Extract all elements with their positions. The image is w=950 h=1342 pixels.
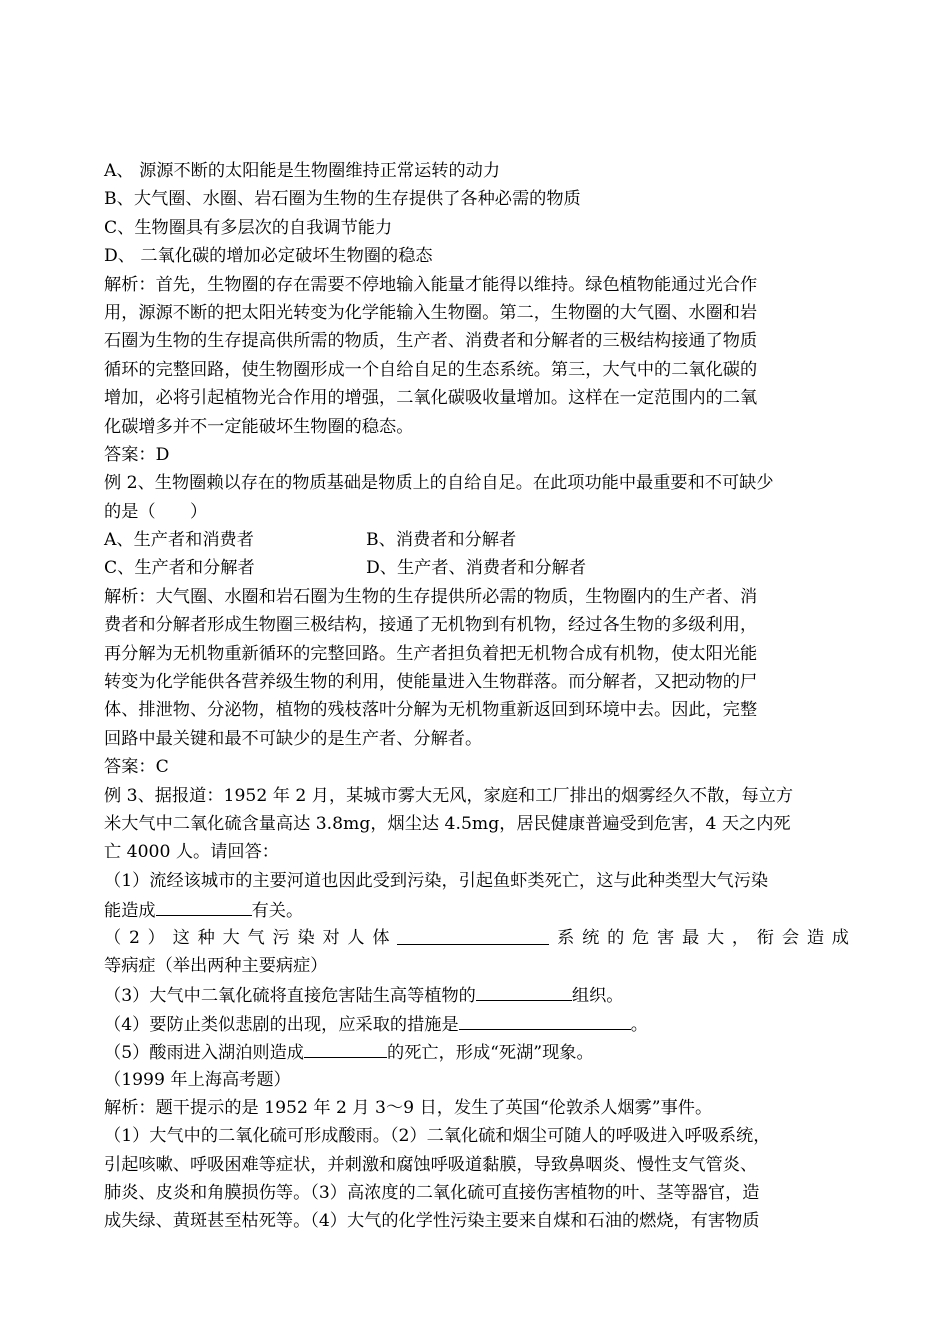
option-d: D、生产者、消费者和分解者 (366, 558, 587, 579)
question-line: 例 3、据报道：1952 年 2 月，某城市雾大无风，家庭和工厂排出的烟雾经久不散，每立方 (104, 785, 794, 806)
analysis-line: 石圈为生物的生存提高供所需的物质，生产者、消费者和分解者的三极结构接通了物质 (104, 331, 758, 352)
answer-blank[interactable] (304, 1037, 387, 1058)
analysis-line: 解析：大气圈、水圈和岩石圈为生物的生存提供所必需的物质，生物圈内的生产者、消 (104, 586, 758, 607)
options-row (104, 526, 849, 554)
analysis-line: 成失绿、黄斑甚至枯死等。（4）大气的化学性污染主要来自煤和石油的燃烧，有害物质 (104, 1211, 760, 1232)
analysis-line: 增加，必将引起植物光合作用的增强，二氧化碳吸收量增加。这样在一定范围内的二氧 (104, 388, 758, 409)
option-c: C、生物圈具有多层次的自我调节能力 (104, 217, 393, 238)
option-b: B、消费者和分解者 (366, 530, 517, 551)
question-source: （1999 年上海高考题） (104, 1069, 291, 1090)
answer: 答案：C (104, 757, 169, 778)
option-a: A、生产者和消费者 (104, 530, 254, 551)
analysis-line: 体、排泄物、分泌物，植物的残枝落叶分解为无机物重新返回到环境中去。因此，完整 (104, 700, 758, 721)
answer-blank[interactable] (476, 980, 572, 1001)
subquestion-5: （5）酸雨进入湖泊则造成 的死亡，形成“死湖”现象。 (104, 1037, 849, 1065)
analysis-line: 化碳增多并不一定能破坏生物圈的稳态。 (104, 416, 414, 437)
option-d: D、 二氧化碳的增加必定破坏生物圈的稳态 (104, 246, 433, 267)
analysis-line: 回路中最关键和最不可缺少的是生产者、分解者。 (104, 728, 483, 749)
subquestion-2-cont: 等病症（举出两种主要病症） (104, 955, 328, 976)
analysis-line: 再分解为无机物重新循环的完整回路。生产者担负着把无机物合成有机物，使太阳光能 (104, 643, 758, 664)
analysis-line: 解析：首先，生物圈的存在需要不停地输入能量才能得以维持。绿色植物能通过光合作 (104, 274, 758, 295)
analysis-line: 引起咳嗽、呼吸困难等症状，并刺激和腐蚀呼吸道黏膜，导致鼻咽炎、慢性支气管炎、 (104, 1154, 758, 1175)
answer: 答案：D (104, 444, 170, 465)
option-c: C、生产者和分解者 (104, 558, 255, 579)
question-line: 例 2、生物圈赖以存在的物质基础是物质上的自给自足。在此项功能中最重要和不可缺少 (104, 473, 774, 494)
subquestion-4: （4）要防止类似悲剧的出现，应采取的措施是 。 (104, 1009, 849, 1037)
analysis-line: 费者和分解者形成生物圈三极结构，接通了无机物到有机物，经过各生物的多级利用， (104, 615, 758, 636)
option-a: A、 源源不断的太阳能是生物圈维持正常运转的动力 (104, 161, 501, 181)
question-line: 亡 4000 人。请回答： (104, 842, 279, 863)
question-line: 米大气中二氧化硫含量高达 3.8mg，烟尘达 4.5mg，居民健康普遍受到危害，4 天之内死 (104, 813, 791, 834)
option-b: B、大气圈、水圈、岩石圈为生物的生存提供了各种必需的物质 (104, 189, 581, 210)
analysis-line: 循环的完整回路，使生物圈形成一个自给自足的生态系统。第三，大气中的二氧化碳的 (104, 359, 758, 380)
subquestion-3: （3）大气中二氧化硫将直接危害陆生高等植物的 组织。 (104, 980, 849, 1008)
options-row (104, 554, 849, 582)
document-page (104, 157, 849, 1236)
subquestion-2: （ 2 ） 这 种 大 气 污 染 对 人 体 系 统 的 危 害 最 大 ， 衔 会 造 成 (104, 924, 849, 952)
question-line: 的是（ ） (104, 501, 208, 522)
subquestion-1-cont: 能造成 有关。 (104, 895, 849, 923)
subquestion-1: （1）流经该城市的主要河道也因此受到污染，引起鱼虾类死亡，这与此种类型大气污染 (104, 870, 769, 891)
analysis-line: 转变为化学能供各营养级生物的利用，使能量进入生物群落。而分解者，又把动物的尸 (104, 672, 758, 693)
answer-blank[interactable] (156, 895, 252, 916)
answer-blank[interactable] (459, 1009, 631, 1030)
analysis-line: 用，源源不断的把太阳光转变为化学能输入生物圈。第二，生物圈的大气圈、水圈和岩 (104, 302, 758, 323)
analysis-line: 肺炎、皮炎和角膜损伤等。（3）高浓度的二氧化硫可直接伤害植物的叶、茎等器官，造 (104, 1183, 760, 1204)
analysis-line: （1）大气中的二氧化硫可形成酸雨。（2）二氧化硫和烟尘可随人的呼吸进入呼吸系统， (104, 1126, 771, 1147)
analysis-line: 解析：题干提示的是 1952 年 2 月 3～9 日，发生了英国“伦敦杀人烟雾”事件。 (104, 1097, 713, 1118)
answer-blank[interactable] (397, 924, 549, 945)
